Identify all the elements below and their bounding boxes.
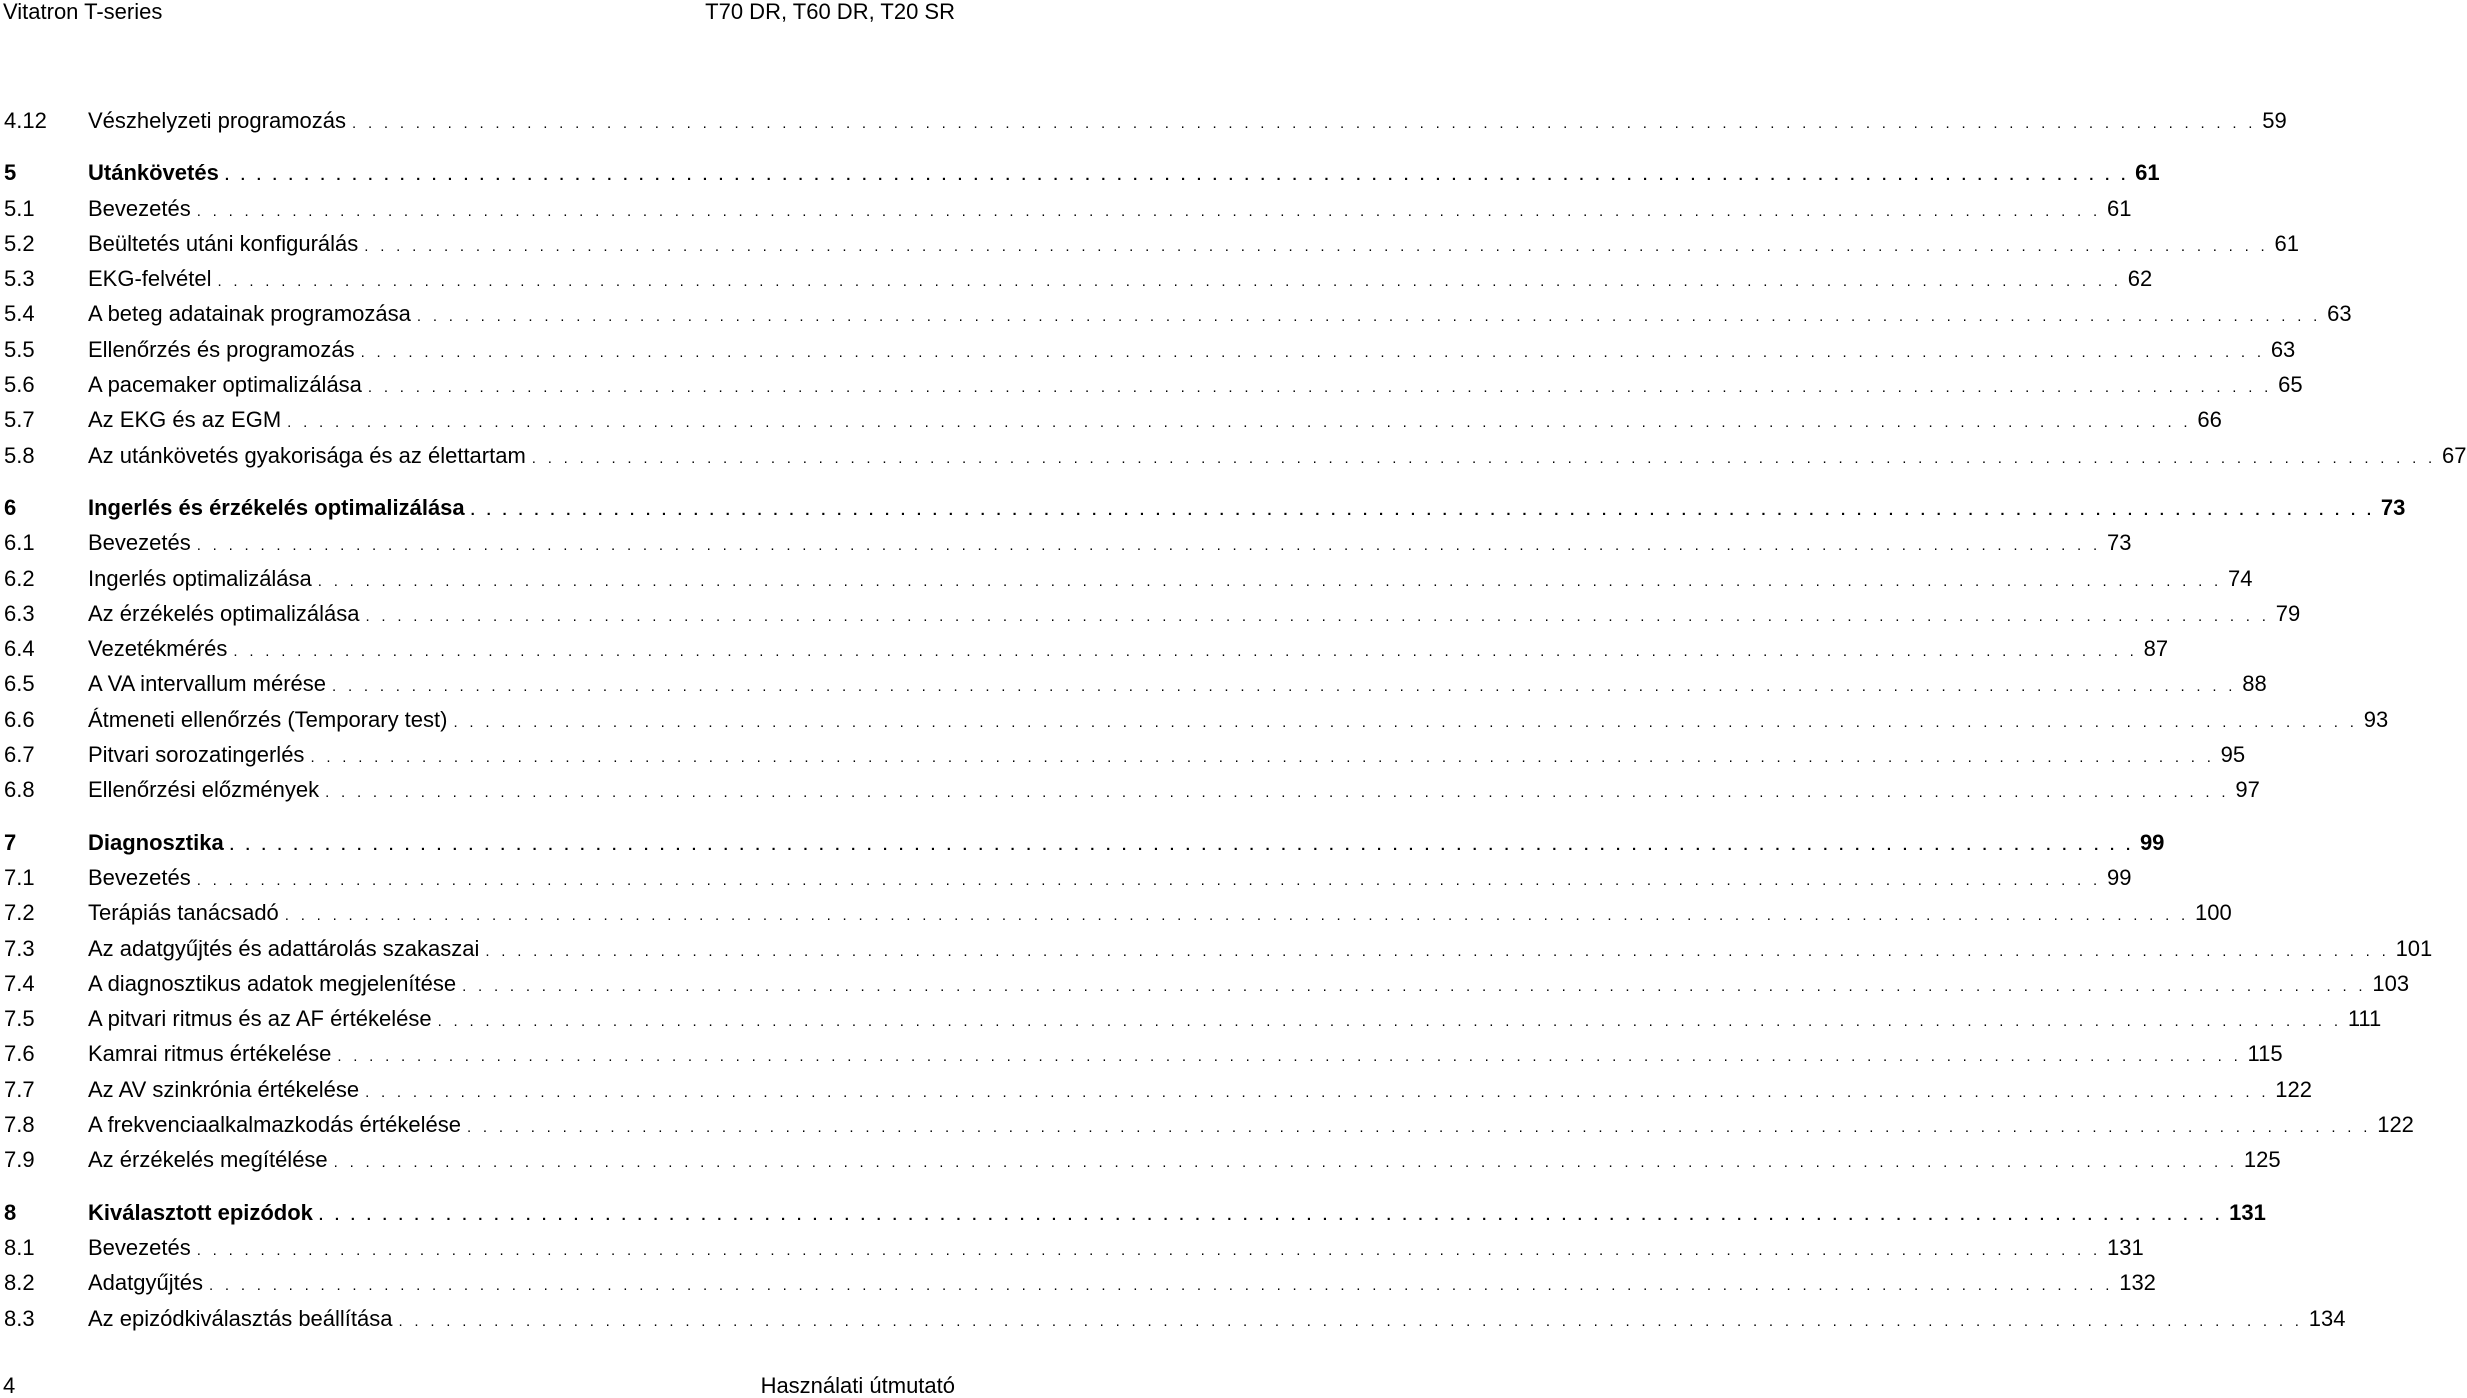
toc-section-entry[interactable] (4, 1265, 2156, 1300)
toc-entry-title: Terápiás tanácsadó (88, 900, 279, 926)
toc-entry-line (88, 438, 2467, 476)
toc-entry-line (88, 966, 2410, 1004)
toc-entry-line (88, 261, 2153, 299)
toc-entry-title: Az epizódkiválasztás beállítása (88, 1305, 393, 1331)
toc-entry-number: 8.1 (4, 1234, 35, 1260)
toc-entry-title: Az érzékelés megítélése (88, 1147, 328, 1173)
toc-entry-line (88, 296, 2352, 334)
toc-dot-leader: . . . . . . . . . . . . . . . . . . . . . . . . . . . . . . . . . . . . . . . . . . . . . . . . . . . . . . . . . . . . . . . . . . . . . . . . . . . . . . . . . . . . . . . . . . . . . . . . . . . . . . . . . . . . . . . . . . . . . . . . (208, 1277, 2114, 1295)
footer-page-number: 4 (3, 1373, 16, 1398)
toc-section-entry[interactable] (4, 772, 2260, 807)
toc-entry-title: Ingerlés és érzékelés optimalizálása (88, 494, 465, 520)
toc-entry-page: 93 (2363, 706, 2389, 732)
toc-section-entry[interactable] (4, 1107, 2414, 1142)
toc-entry-title: Kamrai ritmus értékelése (88, 1041, 332, 1067)
toc-entry-number: 8.2 (4, 1270, 35, 1296)
toc-entry-line (88, 702, 2389, 740)
toc-entry-line (88, 1072, 2313, 1110)
toc-entry-page: 66 (2197, 407, 2222, 433)
toc-dot-leader: . . . . . . . . . . . . . . . . . . . . . . . . . . . . . . . . . . . . . . . . . . . . . . . . . . . . . . . . . . . . . . . . . . . . . . . . . . . . . . . . . . . . . . . . . . . . . . . . . . . . . . . . . . . . . . . . . . . . . . . . (365, 607, 2270, 625)
toc-entry-line (88, 631, 2169, 669)
toc-entry-page: 115 (2247, 1041, 2283, 1067)
toc-dot-leader: . . . . . . . . . . . . . . . . . . . . . . . . . . . . . . . . . . . . . . . . . . . . . . . . . . . . . . . . . . . . . . . . . . . . . . . . . . . . . . . . . . . . . . . . . . . . . . . . . . . . . . . . . . . . . . . . . . . . . . . . (365, 1083, 2270, 1101)
toc-entry-page: 132 (2119, 1270, 2156, 1296)
toc-entry-number: 5 (4, 160, 17, 186)
toc-section-entry[interactable] (4, 103, 2287, 138)
toc-entry-page: 122 (2275, 1076, 2313, 1102)
toc-chapter-entry[interactable] (4, 1195, 2266, 1230)
toc-entry-page: 73 (2106, 530, 2132, 556)
toc-entry-page: 122 (2377, 1112, 2414, 1138)
toc-entry-page: 134 (2308, 1305, 2346, 1331)
toc-dot-leader: . . . . . . . . . . . . . . . . . . . . . . . . . . . . . . . . . . . . . . . . . . . . . . . . . . . . . . . . . . . . . . . . . . . . . . . . . . . . . . . . . . . . . . . . . . . . . . . . . . . . . . . . . . . . . . . . . . . . . . . . (332, 678, 2237, 696)
toc-entry-page: 59 (2262, 108, 2287, 133)
toc-section-entry[interactable] (4, 931, 2433, 966)
toc-dot-leader: . . . . . . . . . . . . . . . . . . . . . . . . . . . . . . . . . . . . . . . . . . . . . . . . . . . . . . . . . . . . . . . . . . . . . . . . . . . . . . . . . . . . . . . . . . . . . . . . . . . . . . . . . . . . . . . . . . . . . . . . (531, 449, 2437, 467)
toc-dot-leader: . . . . . . . . . . . . . . . . . . . . . . . . . . . . . . . . . . . . . . . . . . . . . . . . . . . . . . . . . . . . . . . . . . . . . . . . . . . . . . . . . . . . . . . . . . . . . . . . . . . . . . . . . . . . . . . . . . . . . . . . (196, 1241, 2101, 1259)
toc-entry-line (88, 860, 2132, 898)
toc-entry-title: Ingerlés optimalizálása (88, 565, 312, 591)
toc-dot-leader: . . . . . . . . . . . . . . . . . . . . . . . . . . . . . . . . . . . . . . . . . . . . . . . . . . . . . . . . . . . . . . . . . . . . . . . . . . . . . . . . . . . . . . . . . . . . . . . . . . . . . . . . . . . . . . . . . . . . . . . . (224, 167, 2130, 185)
toc-entry-page: 73 (2380, 494, 2406, 520)
toc-entry-title: Ellenőrzési előzmények (88, 777, 320, 803)
toc-entry-line (88, 596, 2301, 634)
toc-entry-line (88, 525, 2132, 563)
toc-entry-number: 7.9 (4, 1147, 35, 1173)
toc-entry-number: 6.5 (4, 671, 35, 697)
toc-entry-page: 63 (2327, 301, 2352, 327)
toc-entry-number: 6.3 (4, 600, 35, 626)
toc-section-entry[interactable] (4, 438, 2467, 473)
toc-entry-title: Az utánkövetés gyakorisága és az élettartam (88, 442, 526, 468)
toc-entry-line (88, 367, 2303, 405)
toc-entry-title: A pitvari ritmus és az AF értékelése (88, 1006, 432, 1032)
footer-document-title: Használati útmutató (760, 1373, 955, 1398)
toc-dot-leader: . . . . . . . . . . . . . . . . . . . . . . . . . . . . . . . . . . . . . . . . . . . . . . . . . . . . . . . . . . . . . . . . . . . . . . . . . . . . . . . . . . . . . . . . . . . . . . . . . . . . . . . . . . . . . . . . . . . . . . . . (485, 942, 2390, 960)
toc-entry-number: 5.2 (4, 230, 35, 256)
toc-entry-number: 7.8 (4, 1112, 35, 1138)
toc-entry-number: 6.6 (4, 706, 35, 732)
toc-section-entry[interactable] (4, 1142, 2281, 1177)
toc-entry-title: Utánkövetés (88, 160, 219, 186)
toc-dot-leader: . . . . . . . . . . . . . . . . . . . . . . . . . . . . . . . . . . . . . . . . . . . . . . . . . . . . . . . . . . . . . . . . . . . . . . . . . . . . . . . . . . . . . . . . . . . . . . . . . . . . . . . . . . . . . . . . . . . . . . . . (284, 907, 2190, 925)
toc-dot-leader: . . . . . . . . . . . . . . . . . . . . . . . . . . . . . . . . . . . . . . . . . . . . . . . . . . . . . . . . . . . . . . . . . . . . . . . . . . . . . . . . . . . . . . . . . . . . . . . . . . . . . . . . . . . . . . . . . . . . . . . . (318, 1206, 2224, 1224)
toc-chapter-entry[interactable] (4, 825, 2165, 860)
toc-entry-number: 7.7 (4, 1076, 35, 1102)
toc-entry-number: 6.7 (4, 742, 35, 768)
toc-section-entry[interactable] (4, 860, 2132, 895)
page-footer (3, 1375, 955, 1397)
toc-dot-leader: . . . . . . . . . . . . . . . . . . . . . . . . . . . . . . . . . . . . . . . . . . . . . . . . . . . . . . . . . . . . . . . . . . . . . . . . . . . . . . . . . . . . . . . . . . . . . . . . . . . . . . . . . . . . . . . . . . . . . . . . (466, 1119, 2372, 1137)
toc-entry-page: 99 (2106, 864, 2132, 890)
toc-entry-title: Az adatgyűjtés és adattárolás szakaszai (88, 935, 480, 961)
toc-section-entry[interactable] (4, 1230, 2144, 1265)
toc-entry-number: 6.1 (4, 530, 35, 556)
toc-dot-leader: . . . . . . . . . . . . . . . . . . . . . . . . . . . . . . . . . . . . . . . . . . . . . . . . . . . . . . . . . . . . . . . . . . . . . . . . . . . . . . . . . . . . . . . . . . . . . . . . . . . . . . . . . . . . . . . . . . . . . . . . (398, 1312, 2303, 1330)
toc-entry-title: Az AV szinkrónia értékelése (88, 1076, 360, 1102)
toc-section-entry[interactable] (4, 702, 2389, 737)
toc-section-entry[interactable] (4, 1072, 2313, 1107)
toc-section-entry[interactable] (4, 666, 2267, 701)
toc-entry-line (88, 1301, 2346, 1339)
toc-chapter-entry[interactable] (4, 490, 2406, 525)
page-header (3, 0, 955, 24)
toc-section-entry[interactable] (4, 1001, 2382, 1036)
toc-section-entry[interactable] (4, 525, 2132, 560)
toc-entry-line (88, 737, 2246, 775)
toc-entry-title: Adatgyűjtés (88, 1270, 203, 1296)
toc-entry-title: A beteg adatainak programozása (88, 301, 411, 327)
toc-entry-number: 5.4 (4, 301, 35, 327)
toc-entry-page: 88 (2242, 671, 2267, 697)
toc-entry-page: 67 (2442, 442, 2467, 468)
toc-section-entry[interactable] (4, 367, 2303, 402)
toc-entry-number: 7.4 (4, 970, 35, 996)
toc-entry-page: 61 (2106, 195, 2132, 221)
toc-entry-line (88, 772, 2260, 810)
toc-section-entry[interactable] (4, 1036, 2283, 1071)
toc-entry-page: 63 (2270, 336, 2296, 362)
toc-entry-line (88, 1036, 2283, 1074)
toc-entry-title: Bevezetés (88, 530, 191, 556)
toc-section-entry[interactable] (4, 737, 2246, 772)
toc-dot-leader: . . . . . . . . . . . . . . . . . . . . . . . . . . . . . . . . . . . . . . . . . . . . . . . . . . . . . . . . . . . . . . . . . . . . . . . . . . . . . . . . . . . . . . . . . . . . . . . . . . . . . . . . . . . . . . . . . . . . . . . . (196, 537, 2101, 555)
toc-entry-number: 5.8 (4, 442, 35, 468)
toc-section-entry[interactable] (4, 191, 2132, 226)
toc-dot-leader: . . . . . . . . . . . . . . . . . . . . . . . . . . . . . . . . . . . . . . . . . . . . . . . . . . . . . . . . . . . . . . . . . . . . . . . . . . . . . . . . . . . . . . . . . . . . . . . . . . . . . . . . . . . . . . . . . . . . . . . . (416, 308, 2322, 326)
toc-entry-number: 6 (4, 494, 17, 520)
toc-section-entry[interactable] (4, 332, 2296, 367)
toc-dot-leader: . . . . . . . . . . . . . . . . . . . . . . . . . . . . . . . . . . . . . . . . . . . . . . . . . . . . . . . . . . . . . . . . . . . . . . . . . . . . . . . . . . . . . . . . . . . . . . . . . . . . . . . . . . . . . . . . . . . . . . . . (196, 202, 2101, 220)
toc-entry-title: Ellenőrzés és programozás (88, 336, 355, 362)
toc-entry-page: 74 (2228, 565, 2253, 591)
toc-dot-leader: . . . . . . . . . . . . . . . . . . . . . . . . . . . . . . . . . . . . . . . . . . . . . . . . . . . . . . . . . . . . . . . . . . . . . . . . . . . . . . . . . . . . . . . . . . . . . . . . . . . . . . . . . . . . . . . . . . . . . . . . (317, 572, 2223, 590)
toc-entry-page: 61 (2274, 230, 2300, 256)
toc-entry-page: 99 (2139, 829, 2165, 855)
toc-chapter-entry[interactable] (4, 155, 2160, 190)
toc-dot-leader: . . . . . . . . . . . . . . . . . . . . . . . . . . . . . . . . . . . . . . . . . . . . . . . . . . . . . . . . . . . . . . . . . . . . . . . . . . . . . . . . . . . . . . . . . . . . . . . . . . . . . . . . . . . . . . . . . . . . . . . . (229, 836, 2134, 854)
toc-entry-page: 100 (2195, 900, 2232, 926)
toc-entry-number: 7.1 (4, 864, 35, 890)
toc-entry-line (88, 1107, 2414, 1145)
toc-entry-number: 7.2 (4, 900, 35, 926)
toc-entry-title: Bevezetés (88, 864, 191, 890)
header-series: Vitatron T-series (3, 0, 163, 24)
toc-entry-line (88, 825, 2165, 863)
toc-entry-page: 79 (2275, 600, 2301, 626)
toc-section-entry[interactable] (4, 895, 2232, 930)
toc-entry-number: 7.3 (4, 935, 35, 961)
toc-entry-number: 5.6 (4, 372, 35, 398)
toc-entry-line (88, 1142, 2281, 1180)
toc-entry-line (88, 332, 2296, 370)
toc-entry-number: 7.5 (4, 1006, 35, 1032)
toc-entry-title: Átmeneti ellenőrzés (Temporary test) (88, 706, 448, 732)
toc-entry-page: 62 (2127, 266, 2153, 292)
toc-entry-title: Kiválasztott epizódok (88, 1199, 313, 1225)
toc-entry-title: Vészhelyzeti programozás (88, 108, 347, 133)
toc-dot-leader: . . . . . . . . . . . . . . . . . . . . . . . . . . . . . . . . . . . . . . . . . . . . . . . . . . . . . . . . . . . . . . . . . . . . . . . . . . . . . . . . . . . . . . . . . . . . . . . . . . . . . . . . . . . . . . . . . . . . . . . . (364, 237, 2269, 255)
toc-entry-number: 6.2 (4, 565, 35, 591)
toc-dot-leader: . . . . . . . . . . . . . . . . . . . . . . . . . . . . . . . . . . . . . . . . . . . . . . . . . . . . . . . . . . . . . . . . . . . . . . . . . . . . . . . . . . . . . . . . . . . . . . . . . . . . . . . . . . . . . . . . . . . . . . . . (367, 379, 2273, 397)
toc-section-entry[interactable] (4, 402, 2222, 437)
toc-entry-number: 6.4 (4, 636, 35, 662)
toc-entry-title: A frekvenciaalkalmazkodás értékelése (88, 1112, 461, 1138)
toc-dot-leader: . . . . . . . . . . . . . . . . . . . . . . . . . . . . . . . . . . . . . . . . . . . . . . . . . . . . . . . . . . . . . . . . . . . . . . . . . . . . . . . . . . . . . . . . . . . . . . . . . . . . . . . . . . . . . . . . . . . . . . . . (352, 115, 2257, 132)
toc-entry-page: 103 (2372, 970, 2410, 996)
toc-dot-leader: . . . . . . . . . . . . . . . . . . . . . . . . . . . . . . . . . . . . . . . . . . . . . . . . . . . . . . . . . . . . . . . . . . . . . . . . . . . . . . . . . . . . . . . . . . . . . . . . . . . . . . . . . . . . . . . . . . . . . . . . (470, 501, 2375, 519)
toc-dot-leader: . . . . . . . . . . . . . . . . . . . . . . . . . . . . . . . . . . . . . . . . . . . . . . . . . . . . . . . . . . . . . . . . . . . . . . . . . . . . . . . . . . . . . . . . . . . . . . . . . . . . . . . . . . . . . . . . . . . . . . . . (233, 643, 2138, 661)
toc-entry-number: 6.8 (4, 777, 35, 803)
toc-entry-number: 8 (4, 1199, 17, 1225)
toc-entry-title: A diagnosztikus adatok megjelenítése (88, 970, 457, 996)
toc-entry-line (88, 402, 2222, 440)
toc-entry-page: 61 (2135, 160, 2160, 186)
toc-dot-leader: . . . . . . . . . . . . . . . . . . . . . . . . . . . . . . . . . . . . . . . . . . . . . . . . . . . . . . . . . . . . . . . . . . . . . . . . . . . . . . . . . . . . . . . . . . . . . . . . . . . . . . . . . . . . . . . . . . . . . . . . (360, 343, 2265, 361)
toc-section-entry[interactable] (4, 1301, 2346, 1336)
toc-entry-title: Diagnosztika (88, 829, 224, 855)
toc-entry-title: Vezetékmérés (88, 636, 228, 662)
toc-dot-leader: . . . . . . . . . . . . . . . . . . . . . . . . . . . . . . . . . . . . . . . . . . . . . . . . . . . . . . . . . . . . . . . . . . . . . . . . . . . . . . . . . . . . . . . . . . . . . . . . . . . . . . . . . . . . . . . . . . . . . . . . (462, 977, 2367, 995)
toc-entry-line (88, 1001, 2382, 1039)
toc-entry-line (88, 931, 2433, 969)
toc-entry-number: 5.3 (4, 266, 35, 292)
toc-dot-leader: . . . . . . . . . . . . . . . . . . . . . . . . . . . . . . . . . . . . . . . . . . . . . . . . . . . . . . . . . . . . . . . . . . . . . . . . . . . . . . . . . . . . . . . . . . . . . . . . . . . . . . . . . . . . . . . . . . . . . . . . (437, 1013, 2342, 1031)
toc-entry-title: A pacemaker optimalizálása (88, 372, 362, 398)
toc-entry-number: 5.5 (4, 336, 35, 362)
toc-entry-line (88, 490, 2406, 528)
toc-entry-line (88, 1195, 2266, 1233)
toc-entry-number: 4.12 (4, 108, 47, 133)
toc-entry-line (88, 666, 2267, 704)
toc-section-entry[interactable] (4, 226, 2300, 261)
toc-entry-title: Az érzékelés optimalizálása (88, 600, 360, 626)
toc-section-entry[interactable] (4, 296, 2352, 331)
toc-entry-title: Bevezetés (88, 195, 191, 221)
toc-entry-page: 97 (2235, 777, 2260, 803)
toc-section-entry[interactable] (4, 631, 2169, 666)
toc-entry-title: Az EKG és az EGM (88, 407, 282, 433)
toc-section-entry[interactable] (4, 561, 2253, 596)
toc-entry-number: 5.7 (4, 407, 35, 433)
toc-dot-leader: . . . . . . . . . . . . . . . . . . . . . . . . . . . . . . . . . . . . . . . . . . . . . . . . . . . . . . . . . . . . . . . . . . . . . . . . . . . . . . . . . . . . . . . . . . . . . . . . . . . . . . . . . . . . . . . . . . . . . . . . (337, 1048, 2242, 1066)
toc-entry-title: A VA intervallum mérése (88, 671, 327, 697)
toc-entry-page: 131 (2106, 1234, 2144, 1260)
table-of-contents (4, 103, 2467, 1336)
toc-entry-page: 131 (2229, 1199, 2266, 1225)
toc-entry-page: 95 (2220, 742, 2246, 768)
toc-entry-line (88, 155, 2160, 193)
toc-entry-page: 65 (2278, 372, 2303, 398)
toc-entry-title: Bevezetés (88, 1234, 191, 1260)
toc-dot-leader: . . . . . . . . . . . . . . . . . . . . . . . . . . . . . . . . . . . . . . . . . . . . . . . . . . . . . . . . . . . . . . . . . . . . . . . . . . . . . . . . . . . . . . . . . . . . . . . . . . . . . . . . . . . . . . . . . . . . . . . . (325, 784, 2230, 802)
toc-dot-leader: . . . . . . . . . . . . . . . . . . . . . . . . . . . . . . . . . . . . . . . . . . . . . . . . . . . . . . . . . . . . . . . . . . . . . . . . . . . . . . . . . . . . . . . . . . . . . . . . . . . . . . . . . . . . . . . . . . . . . . . . (217, 273, 2122, 291)
toc-entry-line (88, 103, 2287, 141)
toc-entry-page: 111 (2347, 1006, 2382, 1032)
toc-entry-number: 8.3 (4, 1305, 35, 1331)
toc-entry-number: 7 (4, 829, 17, 855)
toc-entry-line (88, 1230, 2144, 1268)
toc-dot-leader: . . . . . . . . . . . . . . . . . . . . . . . . . . . . . . . . . . . . . . . . . . . . . . . . . . . . . . . . . . . . . . . . . . . . . . . . . . . . . . . . . . . . . . . . . . . . . . . . . . . . . . . . . . . . . . . . . . . . . . . . (196, 871, 2101, 889)
toc-entry-page: 101 (2395, 935, 2433, 961)
toc-dot-leader: . . . . . . . . . . . . . . . . . . . . . . . . . . . . . . . . . . . . . . . . . . . . . . . . . . . . . . . . . . . . . . . . . . . . . . . . . . . . . . . . . . . . . . . . . . . . . . . . . . . . . . . . . . . . . . . . . . . . . . . . (333, 1154, 2238, 1172)
toc-entry-line (88, 561, 2253, 599)
toc-section-entry[interactable] (4, 261, 2153, 296)
toc-entry-title: EKG-felvétel (88, 266, 212, 292)
toc-entry-line (88, 895, 2232, 933)
toc-entry-title: Pitvari sorozatingerlés (88, 742, 305, 768)
toc-section-entry[interactable] (4, 966, 2410, 1001)
toc-entry-page: 87 (2143, 636, 2169, 662)
toc-entry-line (88, 226, 2300, 264)
toc-entry-title: Beültetés utáni konfigurálás (88, 230, 359, 256)
toc-dot-leader: . . . . . . . . . . . . . . . . . . . . . . . . . . . . . . . . . . . . . . . . . . . . . . . . . . . . . . . . . . . . . . . . . . . . . . . . . . . . . . . . . . . . . . . . . . . . . . . . . . . . . . . . . . . . . . . . . . . . . . . . (310, 749, 2215, 767)
toc-entry-number: 5.1 (4, 195, 35, 221)
toc-entry-page: 125 (2243, 1147, 2281, 1173)
header-models: T70 DR, T60 DR, T20 SR (705, 0, 955, 24)
toc-entry-line (88, 1265, 2156, 1303)
toc-entry-number: 7.6 (4, 1041, 35, 1067)
toc-section-entry[interactable] (4, 596, 2301, 631)
toc-entry-line (88, 191, 2132, 229)
toc-dot-leader: . . . . . . . . . . . . . . . . . . . . . . . . . . . . . . . . . . . . . . . . . . . . . . . . . . . . . . . . . . . . . . . . . . . . . . . . . . . . . . . . . . . . . . . . . . . . . . . . . . . . . . . . . . . . . . . . . . . . . . . . (287, 414, 2192, 432)
toc-dot-leader: . . . . . . . . . . . . . . . . . . . . . . . . . . . . . . . . . . . . . . . . . . . . . . . . . . . . . . . . . . . . . . . . . . . . . . . . . . . . . . . . . . . . . . . . . . . . . . . . . . . . . . . . . . . . . . . . . . . . . . . . (453, 713, 2358, 731)
